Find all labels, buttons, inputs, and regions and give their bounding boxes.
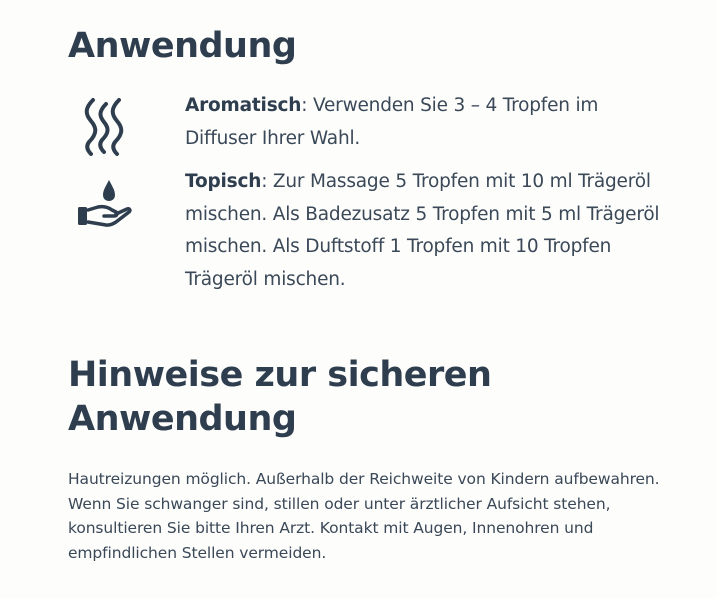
safety-text: Hautreizungen möglich. Außerhalb der Reichweite von Kindern aufbewahren. Wenn Sie schwanger sind, stillen oder unter ärztlicher Aufsicht stehen, konsultieren Sie bitte Ihren Arzt. Kontakt mit Augen, Innenohren und empfindlichen Stellen vermeiden.: [68, 470, 660, 562]
usage-item-topical: [68, 166, 668, 296]
usage-desc-aromatic: : Verwenden Sie 3 – 4 Tropfen im Diffuser Ihrer Wahl.: [185, 95, 599, 149]
usage-label-topical: Topisch: [185, 171, 262, 192]
usage-item-aromatic: [68, 90, 668, 160]
safety-title: Hinweise zur sicheren Anwendung: [68, 355, 492, 439]
usage-desc-topical: : Zur Massage 5 Tropfen mit 10 ml Trägeröl mischen. Als Badezusatz 5 Tropfen mit 5 ml Trägeröl mischen. Als Duftstoff 1 Tropfen mit 10 Tropfen Trägeröl mischen.: [185, 171, 660, 290]
usage-label-aromatic: Aromatisch: [185, 95, 302, 116]
usage-text-topical: [185, 166, 665, 296]
usage-text-aromatic: [185, 90, 665, 155]
usage-title: Anwendung: [68, 26, 297, 66]
steam-icon: [76, 94, 134, 158]
hand-drop-icon: [76, 176, 134, 240]
